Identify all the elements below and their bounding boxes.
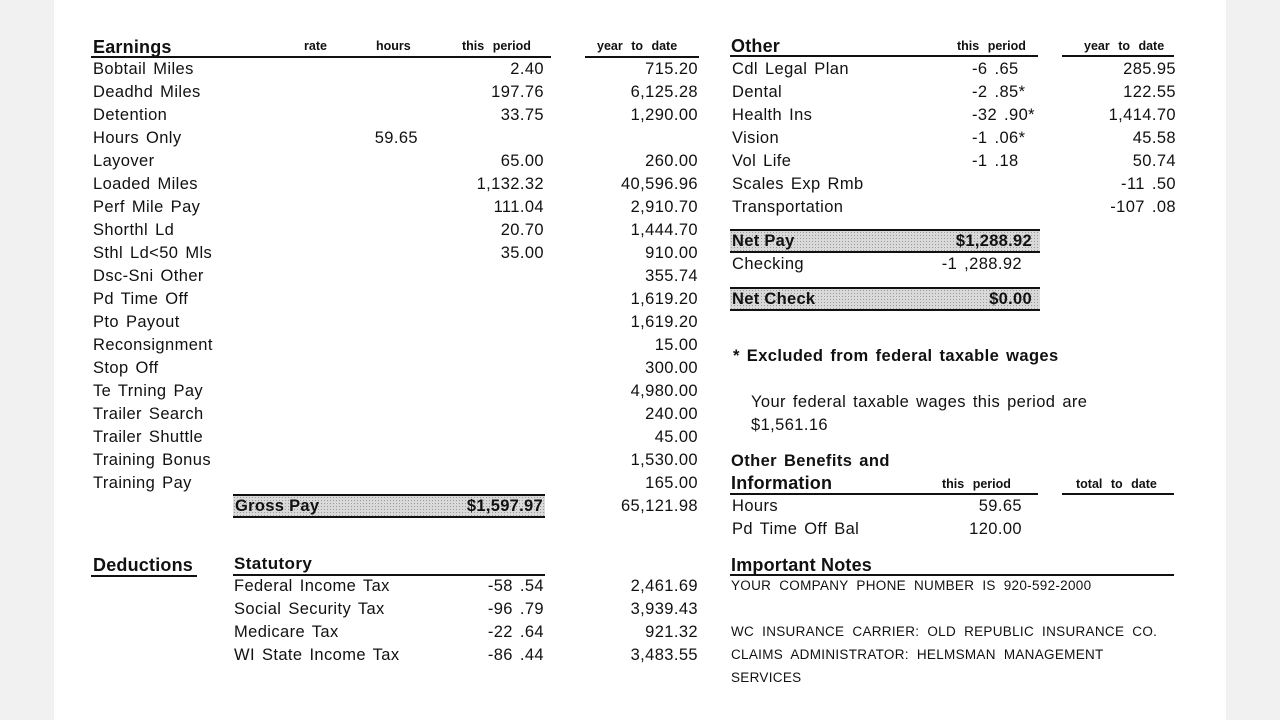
net-check-value: $0.00 (989, 290, 1032, 308)
earnings-row-ytd: 1,444.70 (630, 221, 698, 239)
earnings-row-label: Dsc-Sni Other (93, 267, 204, 285)
other-ytd-rule (1062, 55, 1174, 57)
deduction-row-ytd: 2,461.69 (630, 577, 698, 595)
benefits-row-label: Hours (732, 497, 779, 515)
other-row-this-period: -6 .65 (972, 60, 1019, 78)
deduction-row-label: Medicare Tax (234, 623, 339, 641)
deduction-row-this-period: -22 .64 (487, 623, 544, 641)
earnings-row-ytd: 300.00 (645, 359, 698, 377)
other-row-label: Vision (732, 129, 780, 147)
benefits-rule (730, 493, 1038, 495)
earnings-row-label: Training Pay (93, 474, 192, 492)
other-row-label: Transportation (732, 198, 844, 216)
earnings-row-label: Pd Time Off (93, 290, 189, 308)
col-rate: rate (304, 39, 327, 53)
other-row-label: Health Ins (732, 106, 813, 124)
earnings-row-ytd: 165.00 (645, 474, 698, 492)
col-hours: hours (376, 39, 411, 53)
earnings-row-label: Te Trning Pay (93, 382, 204, 400)
earnings-rule (91, 56, 551, 58)
earnings-row-this-period: 197.76 (491, 83, 544, 101)
earnings-row-this-period: 65.00 (500, 152, 544, 170)
checking-value: -1 ,288.92 (941, 255, 1022, 273)
other-col-year-to-date: year to date (1084, 39, 1165, 53)
other-row-this-period: -1 .18 (972, 152, 1019, 170)
earnings-row-ytd: 1,290.00 (630, 106, 698, 124)
earnings-row-this-period: 2.40 (510, 60, 544, 78)
notes-line-4: SERVICES (731, 670, 802, 685)
benefits-row-this-period: 120.00 (969, 520, 1022, 538)
earnings-row-ytd: 715.20 (645, 60, 698, 78)
deduction-row-label: Social Security Tax (234, 600, 385, 618)
earnings-row-ytd: 40,596.96 (620, 175, 698, 193)
statutory-heading: Statutory (234, 554, 313, 573)
earnings-row-ytd: 1,530.00 (630, 451, 698, 469)
other-row-this-period: -1 .06* (972, 129, 1026, 147)
other-row-this-period: -2 .85* (972, 83, 1026, 101)
earnings-row-label: Layover (93, 152, 155, 170)
deduction-row-ytd: 921.32 (645, 623, 698, 641)
earnings-row-ytd: 910.00 (645, 244, 698, 262)
other-row-ytd: 1,414.70 (1108, 106, 1176, 124)
other-row-label: Dental (732, 83, 783, 101)
pay-stub-page (54, 0, 1226, 720)
other-heading: Other (731, 36, 781, 56)
earnings-row-label: Training Bonus (93, 451, 211, 469)
earnings-row-ytd: 15.00 (654, 336, 698, 354)
earnings-row-ytd: 4,980.00 (630, 382, 698, 400)
earnings-row-label: Sthl Ld<50 Mls (93, 244, 213, 262)
earnings-row-label: Stop Off (93, 359, 159, 377)
other-row-label: Scales Exp Rmb (732, 175, 864, 193)
earnings-row-ytd: 355.74 (645, 267, 698, 285)
checking-label: Checking (732, 255, 804, 273)
earnings-row-this-period: 1,132.32 (476, 175, 544, 193)
other-col-this-period: this period (957, 39, 1026, 53)
earnings-row-label: Loaded Miles (93, 175, 198, 193)
deduction-row-this-period: -86 .44 (487, 646, 544, 664)
other-row-this-period: -32 .90* (972, 106, 1035, 124)
other-row-ytd: 50.74 (1132, 152, 1176, 170)
earnings-row-this-period: 20.70 (500, 221, 544, 239)
deduction-row-ytd: 3,483.55 (630, 646, 698, 664)
notes-heading: Important Notes (731, 555, 873, 575)
earnings-heading: Earnings (93, 37, 172, 57)
earnings-row-label: Detention (93, 106, 168, 124)
earnings-row-hours: 59.65 (374, 129, 418, 147)
earnings-row-ytd: 1,619.20 (630, 290, 698, 308)
net-pay-label: Net Pay (732, 232, 795, 250)
other-row-ytd: 45.58 (1132, 129, 1176, 147)
gross-pay-ytd: 65,121.98 (620, 497, 698, 515)
earnings-row-ytd: 1,619.20 (630, 313, 698, 331)
deductions-heading: Deductions (93, 555, 194, 575)
gross-pay-label: Gross Pay (235, 497, 320, 515)
deductions-rule (91, 575, 197, 577)
net-check-label: Net Check (732, 290, 816, 308)
gross-pay-value: $1,597.97 (466, 497, 543, 515)
excluded-note: * Excluded from federal taxable wages (733, 347, 1059, 365)
earnings-row-label: Reconsignment (93, 336, 213, 354)
earnings-row-ytd: 260.00 (645, 152, 698, 170)
earnings-row-this-period: 33.75 (500, 106, 544, 124)
earnings-row-label: Pto Payout (93, 313, 180, 331)
other-row-ytd: -107 .08 (1110, 198, 1176, 216)
earnings-row-label: Perf Mile Pay (93, 198, 201, 216)
ytd-rule (585, 56, 699, 58)
earnings-row-label: Trailer Search (93, 405, 204, 423)
deduction-row-label: Federal Income Tax (234, 577, 390, 595)
other-rule (730, 55, 1038, 57)
other-row-label: Cdl Legal Plan (732, 60, 849, 78)
deduction-row-this-period: -96 .79 (487, 600, 544, 618)
earnings-row-label: Bobtail Miles (93, 60, 194, 78)
federal-taxable-line: Your federal taxable wages this period are (751, 393, 1088, 411)
earnings-row-ytd: 6,125.28 (630, 83, 698, 101)
benefits-row-label: Pd Time Off Bal (732, 520, 860, 538)
earnings-row-label: Deadhd Miles (93, 83, 201, 101)
benefits-col-total: total to date (1076, 477, 1157, 491)
notes-line-1: YOUR COMPANY PHONE NUMBER IS 920-592-2000 (731, 578, 1092, 593)
earnings-row-label: Shorthl Ld (93, 221, 175, 239)
benefits-row-this-period: 59.65 (978, 497, 1022, 515)
benefits-heading-line1: Other Benefits and (731, 452, 890, 470)
earnings-row-ytd: 2,910.70 (630, 198, 698, 216)
earnings-row-label: Hours Only (93, 129, 182, 147)
earnings-row-ytd: 240.00 (645, 405, 698, 423)
other-row-label: Vol Life (732, 152, 792, 170)
deduction-row-label: WI State Income Tax (234, 646, 400, 664)
other-row-ytd: 285.95 (1123, 60, 1176, 78)
col-year-to-date: year to date (597, 39, 678, 53)
benefits-total-rule (1062, 493, 1174, 495)
deduction-row-this-period: -58 .54 (487, 577, 544, 595)
deduction-row-ytd: 3,939.43 (630, 600, 698, 618)
benefits-col-this-period: this period (942, 477, 1011, 491)
earnings-row-this-period: 111.04 (493, 198, 544, 216)
benefits-heading-line2: Information (731, 473, 833, 493)
notes-line-3: CLAIMS ADMINISTRATOR: HELMSMAN MANAGEMENT (731, 647, 1104, 662)
other-row-ytd: 122.55 (1123, 83, 1176, 101)
earnings-row-ytd: 45.00 (654, 428, 698, 446)
federal-taxable-amount: $1,561.16 (751, 416, 829, 434)
earnings-row-this-period: 35.00 (500, 244, 544, 262)
notes-line-2: WC INSURANCE CARRIER: OLD REPUBLIC INSURANCE CO. (731, 624, 1158, 639)
col-this-period: this period (462, 39, 531, 53)
other-row-ytd: -11 .50 (1121, 175, 1176, 193)
earnings-row-label: Trailer Shuttle (93, 428, 204, 446)
net-pay-value: $1,288.92 (955, 232, 1032, 250)
